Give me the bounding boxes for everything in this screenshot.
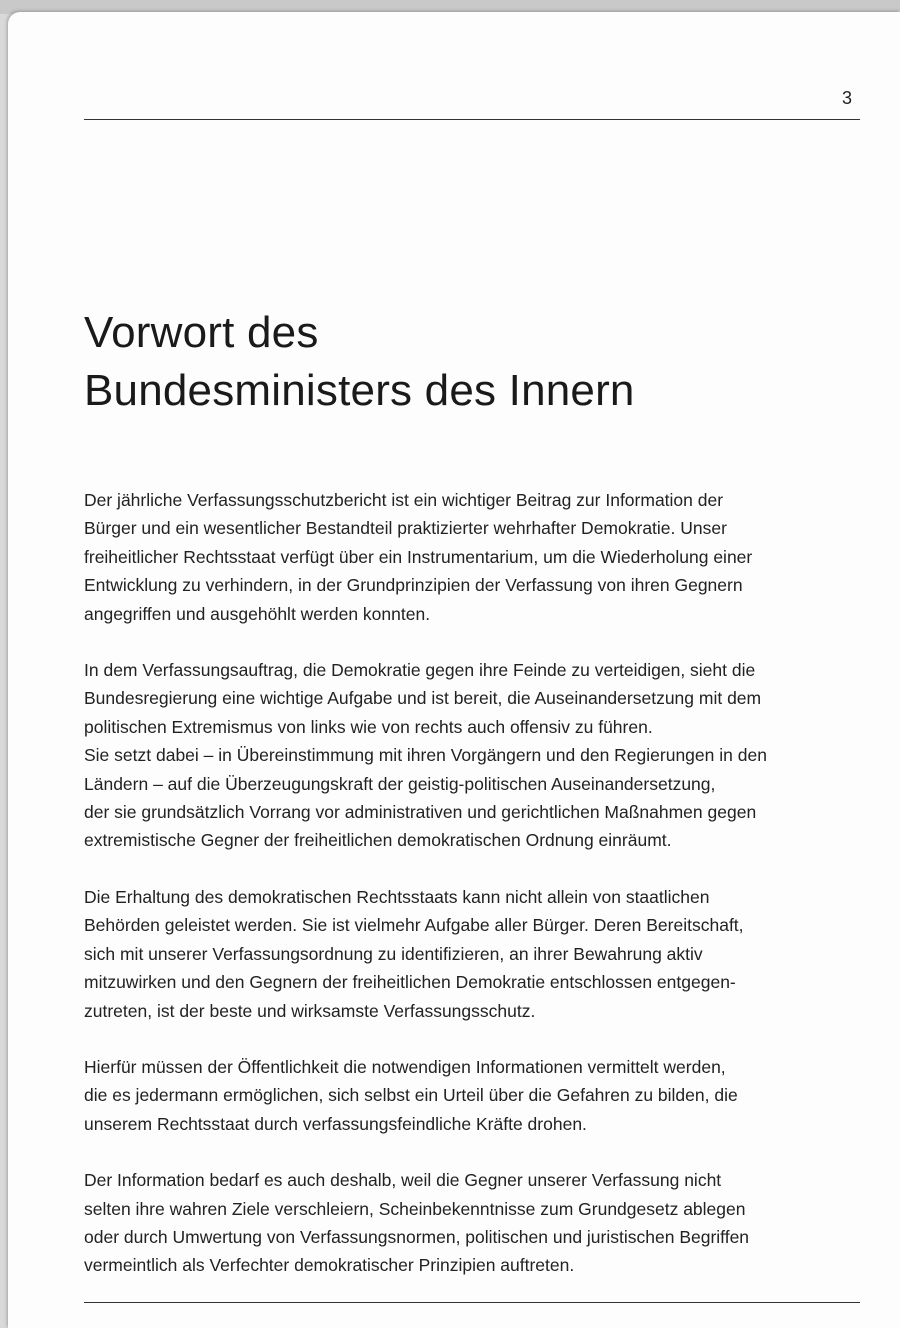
text-line: angegriffen und ausgehöhlt werden konnten. [84,603,431,624]
title-line: Vorwort des [84,308,319,357]
title-line: Bundesministers des Innern [84,366,635,415]
paragraph [84,1053,874,1138]
text-line: politischen Extremismus von links wie von rechts auch offensiv zu führen. [84,716,653,737]
text-line: sich mit unserer Verfassungsordnung zu identifizieren, an ihrer Bewahrung aktiv [84,943,703,964]
text-line: freiheitlicher Rechtsstaat verfügt über ein Instrumentarium, um die Wiederholung einer [84,546,753,567]
body-text [84,486,874,1308]
page-title [84,304,635,420]
text-line: selten ihre wahren Ziele verschleiern, Scheinbekenntnisse zum Grundgesetz ablegen [84,1198,746,1219]
document-page [8,12,900,1328]
text-line: unserem Rechtsstaat durch verfassungsfeindliche Kräfte drohen. [84,1113,587,1134]
text-line: Sie setzt dabei – in Übereinstimmung mit ihren Vorgängern und den Regierungen in den [84,745,767,766]
header-rule [84,119,860,120]
paragraph [84,883,874,1025]
text-line: Hierfür müssen der Öffentlichkeit die notwendigen Informationen vermittelt werden, [84,1056,726,1077]
text-line: Bürger und ein wesentlicher Bestandteil praktizierter wehrhafter Demokratie. Unser [84,518,727,539]
text-line: der sie grundsätzlich Vorrang vor administrativen und gerichtlichen Maßnahmen gegen [84,802,757,823]
paragraph [84,486,874,628]
text-line: Bundesregierung eine wichtige Aufgabe und ist bereit, die Auseinandersetzung mit dem [84,688,762,709]
text-line: Die Erhaltung des demokratischen Rechtsstaats kann nicht allein von staatlichen [84,886,710,907]
text-line: die es jedermann ermöglichen, sich selbst ein Urteil über die Gefahren zu bilden, die [84,1085,738,1106]
text-line: extremistische Gegner der freiheitlichen demokratischen Ordnung einräumt. [84,830,672,851]
text-line: vermeintlich als Verfechter demokratischer Prinzipien auftreten. [84,1255,575,1276]
footer-rule [84,1302,860,1303]
page-number: 3 [841,88,852,108]
paragraph [84,656,874,855]
text-line: zutreten, ist der beste und wirksamste Verfassungsschutz. [84,1000,536,1021]
text-line: Behörden geleistet werden. Sie ist vielmehr Aufgabe aller Bürger. Deren Bereitschaft, [84,915,744,936]
text-line: Ländern – auf die Überzeugungskraft der geistig-politischen Auseinandersetzung, [84,773,716,794]
text-line: mitzuwirken und den Gegnern der freiheitlichen Demokratie entschlossen entgegen- [84,972,736,993]
text-line: In dem Verfassungsauftrag, die Demokratie gegen ihre Feinde zu verteidigen, sieht die [84,660,756,681]
text-line: Entwicklung zu verhindern, in der Grundprinzipien der Verfassung von ihren Gegnern [84,575,743,596]
text-line: Der jährliche Verfassungsschutzbericht ist ein wichtiger Beitrag zur Information der [84,490,724,510]
text-line: oder durch Umwertung von Verfassungsnormen, politischen und juristischen Begriffen [84,1226,750,1247]
paragraph [84,1166,874,1280]
text-line: Der Information bedarf es auch deshalb, weil die Gegner unserer Verfassung nicht [84,1170,722,1191]
